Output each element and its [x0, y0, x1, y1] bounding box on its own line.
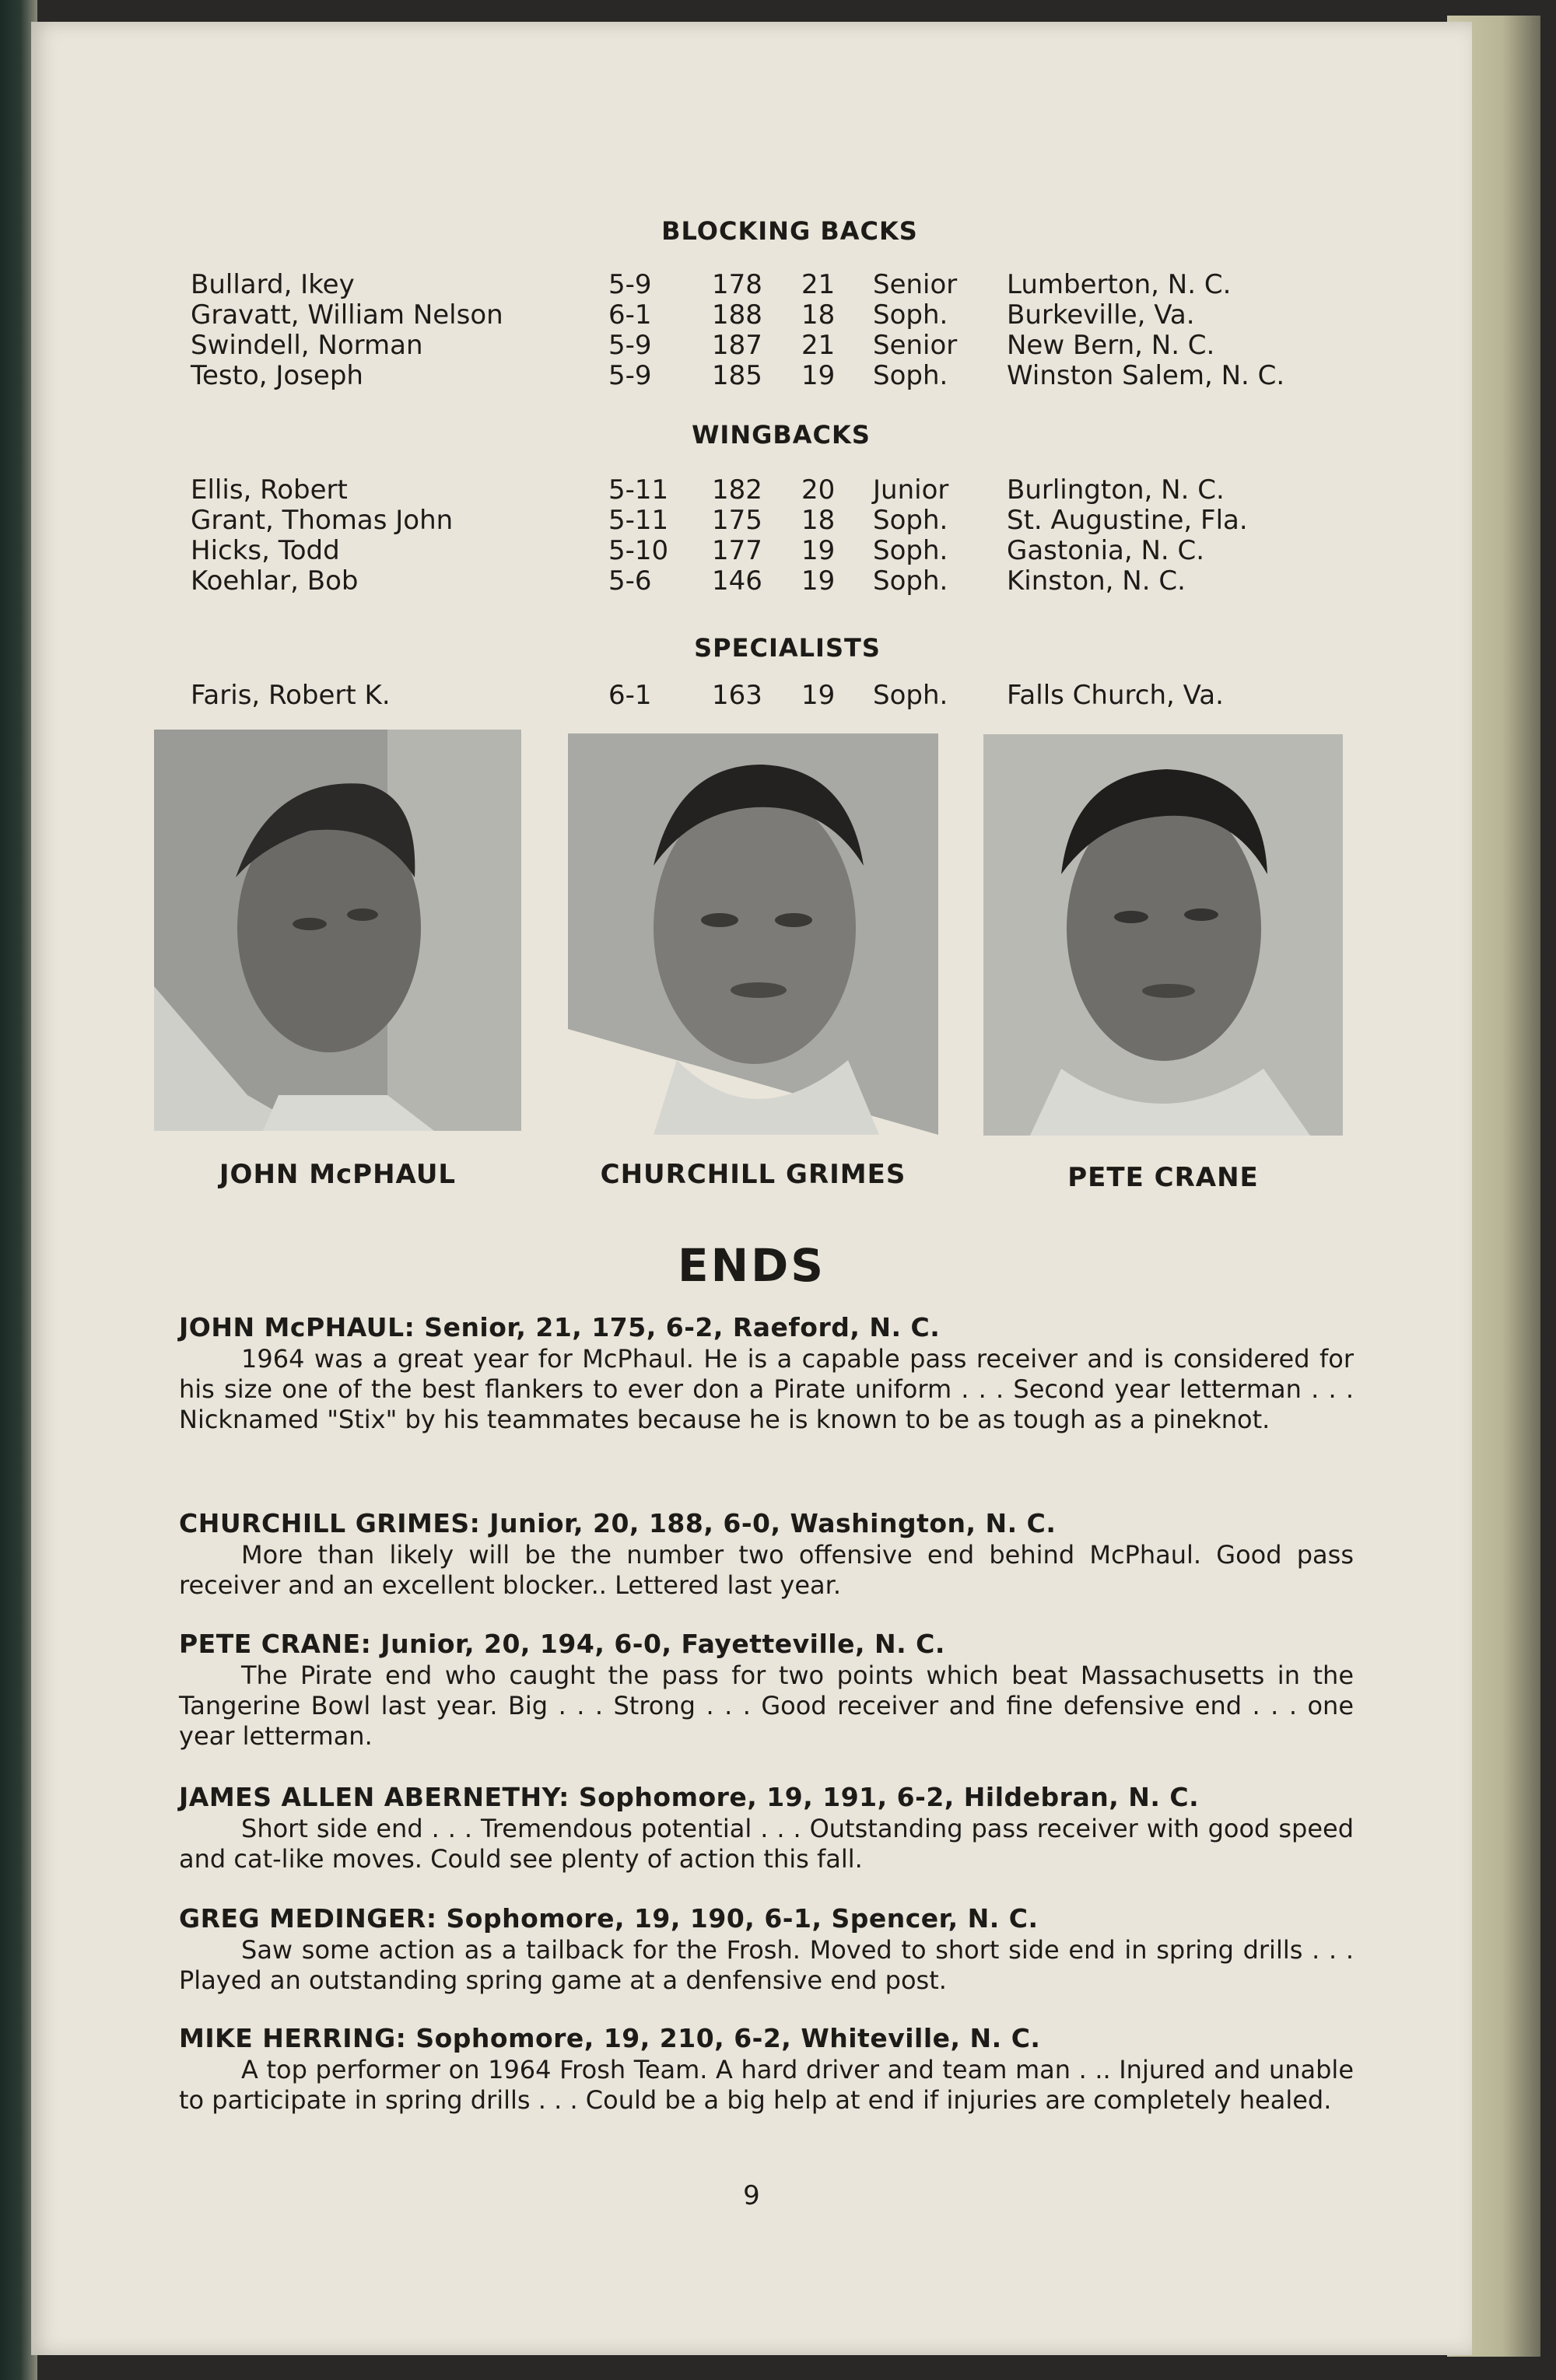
section-title-blocking-backs: BLOCKING BACKS: [661, 216, 918, 246]
player-class: Soph.: [873, 299, 948, 331]
bio-heading: JAMES ALLEN ABERNETHY: Sophomore, 19, 191, 6-2, Hildebran, N. C.: [179, 1782, 1200, 1812]
player-height: 5-11: [608, 474, 669, 506]
player-age: 21: [801, 269, 836, 300]
player-weight: 175: [712, 505, 762, 536]
bio-text: Short side end . . . Tremendous potential . . . Outstanding pass receiver with good speed and cat-like moves. Could see plenty of action this fall.: [179, 1814, 1354, 1874]
player-hometown: Kinston, N. C.: [1007, 565, 1186, 597]
player-class: Soph.: [873, 360, 948, 391]
player-name: Ellis, Robert: [191, 474, 348, 506]
player-weight: 178: [712, 269, 762, 300]
player-name: Faris, Robert K.: [191, 680, 391, 711]
player-name: Koehlar, Bob: [191, 565, 359, 597]
player-photo-grimes: [568, 733, 938, 1135]
player-class: Soph.: [873, 505, 948, 536]
player-bio: [179, 1781, 1354, 1874]
player-bio: [179, 1311, 1354, 1435]
player-age: 19: [801, 565, 836, 597]
roster-row: [31, 360, 1472, 391]
player-name: Hicks, Todd: [191, 535, 340, 566]
roster-row: [31, 474, 1472, 506]
player-height: 6-1: [608, 299, 652, 331]
player-photo-mcphaul: [154, 730, 521, 1131]
player-age: 21: [801, 330, 836, 361]
player-hometown: Winston Salem, N. C.: [1007, 360, 1285, 391]
player-age: 19: [801, 360, 836, 391]
player-class: Junior: [873, 474, 949, 506]
player-weight: 182: [712, 474, 762, 506]
roster-row: [31, 565, 1472, 597]
player-class: Soph.: [873, 565, 948, 597]
player-height: 5-9: [608, 330, 652, 361]
page-number: 9: [743, 2180, 760, 2211]
section-title-wingbacks: WINGBACKS: [692, 420, 871, 450]
bio-heading: JOHN McPHAUL: Senior, 21, 175, 6-2, Raeford, N. C.: [179, 1312, 941, 1342]
roster-row: [31, 269, 1472, 300]
booklet-page: [31, 22, 1472, 2355]
player-name: Gravatt, William Nelson: [191, 299, 503, 331]
player-name: Testo, Joseph: [191, 360, 363, 391]
roster-row: [31, 299, 1472, 331]
player-hometown: Lumberton, N. C.: [1007, 269, 1232, 300]
player-weight: 163: [712, 680, 762, 711]
player-photo-crane: [983, 734, 1343, 1136]
bio-text: Saw some action as a tailback for the Frosh. Moved to short side end in spring drills . . . Played an outstanding spring game at a denfensive end post.: [179, 1935, 1354, 1995]
bio-heading: GREG MEDINGER: Sophomore, 19, 190, 6-1, Spencer, N. C.: [179, 1903, 1039, 1934]
player-hometown: St. Augustine, Fla.: [1007, 505, 1248, 536]
roster-row: [31, 330, 1472, 361]
player-hometown: Burlington, N. C.: [1007, 474, 1225, 506]
photo-caption: CHURCHILL GRIMES: [600, 1159, 906, 1190]
player-bio: [179, 1628, 1354, 1752]
player-height: 6-1: [608, 680, 652, 711]
player-bio: [179, 1507, 1354, 1601]
player-class: Senior: [873, 330, 958, 361]
photo-caption: JOHN McPHAUL: [219, 1159, 457, 1190]
player-class: Senior: [873, 269, 958, 300]
player-name: Grant, Thomas John: [191, 505, 454, 536]
player-name: Swindell, Norman: [191, 330, 423, 361]
bio-heading: MIKE HERRING: Sophomore, 19, 210, 6-2, Whiteville, N. C.: [179, 2023, 1041, 2053]
bio-text: More than likely will be the number two offensive end behind McPhaul. Good pass receiver and an excellent blocker.. Lettered last year.: [179, 1540, 1354, 1600]
player-weight: 188: [712, 299, 762, 331]
player-hometown: Falls Church, Va.: [1007, 680, 1224, 711]
roster-row: [31, 680, 1472, 711]
player-height: 5-11: [608, 505, 669, 536]
player-height: 5-10: [608, 535, 669, 566]
player-weight: 177: [712, 535, 762, 566]
player-age: 19: [801, 680, 836, 711]
player-age: 18: [801, 299, 836, 331]
player-height: 5-9: [608, 269, 652, 300]
player-weight: 146: [712, 565, 762, 597]
player-name: Bullard, Ikey: [191, 269, 355, 300]
section-title-specialists: SPECIALISTS: [694, 633, 881, 663]
photo-caption: PETE CRANE: [1067, 1162, 1259, 1193]
player-height: 5-9: [608, 360, 652, 391]
player-weight: 185: [712, 360, 762, 391]
player-age: 20: [801, 474, 836, 506]
roster-row: [31, 505, 1472, 536]
player-bio: [179, 2022, 1354, 2116]
roster-row: [31, 535, 1472, 566]
player-hometown: Gastonia, N. C.: [1007, 535, 1205, 566]
section-title-ends: ENDS: [677, 1239, 826, 1292]
player-bio: [179, 1902, 1354, 1996]
player-hometown: New Bern, N. C.: [1007, 330, 1215, 361]
bio-text: A top performer on 1964 Frosh Team. A hard driver and team man . .. Injured and unable to participate in spring drills . . . Could be a big help at end if injuries are completely healed.: [179, 2055, 1354, 2115]
bio-heading: PETE CRANE: Junior, 20, 194, 6-0, Fayetteville, N. C.: [179, 1629, 945, 1659]
player-weight: 187: [712, 330, 762, 361]
bio-heading: CHURCHILL GRIMES: Junior, 20, 188, 6-0, Washington, N. C.: [179, 1508, 1057, 1538]
player-age: 18: [801, 505, 836, 536]
player-class: Soph.: [873, 680, 948, 711]
bio-text: The Pirate end who caught the pass for two points which beat Massachusetts in the Tangerine Bowl last year. Big . . . Strong . . . Good receiver and fine defensive end . . . one year letterman.: [179, 1661, 1354, 1751]
bio-text: 1964 was a great year for McPhaul. He is a capable pass receiver and is considered for his size one of the best flankers to ever don a Pirate uniform . . . Second year letterman . . . Nicknamed "Stix" by his teammates because he is known to be as tough as a pineknot.: [179, 1344, 1354, 1434]
player-height: 5-6: [608, 565, 652, 597]
player-age: 19: [801, 535, 836, 566]
player-class: Soph.: [873, 535, 948, 566]
player-hometown: Burkeville, Va.: [1007, 299, 1195, 331]
